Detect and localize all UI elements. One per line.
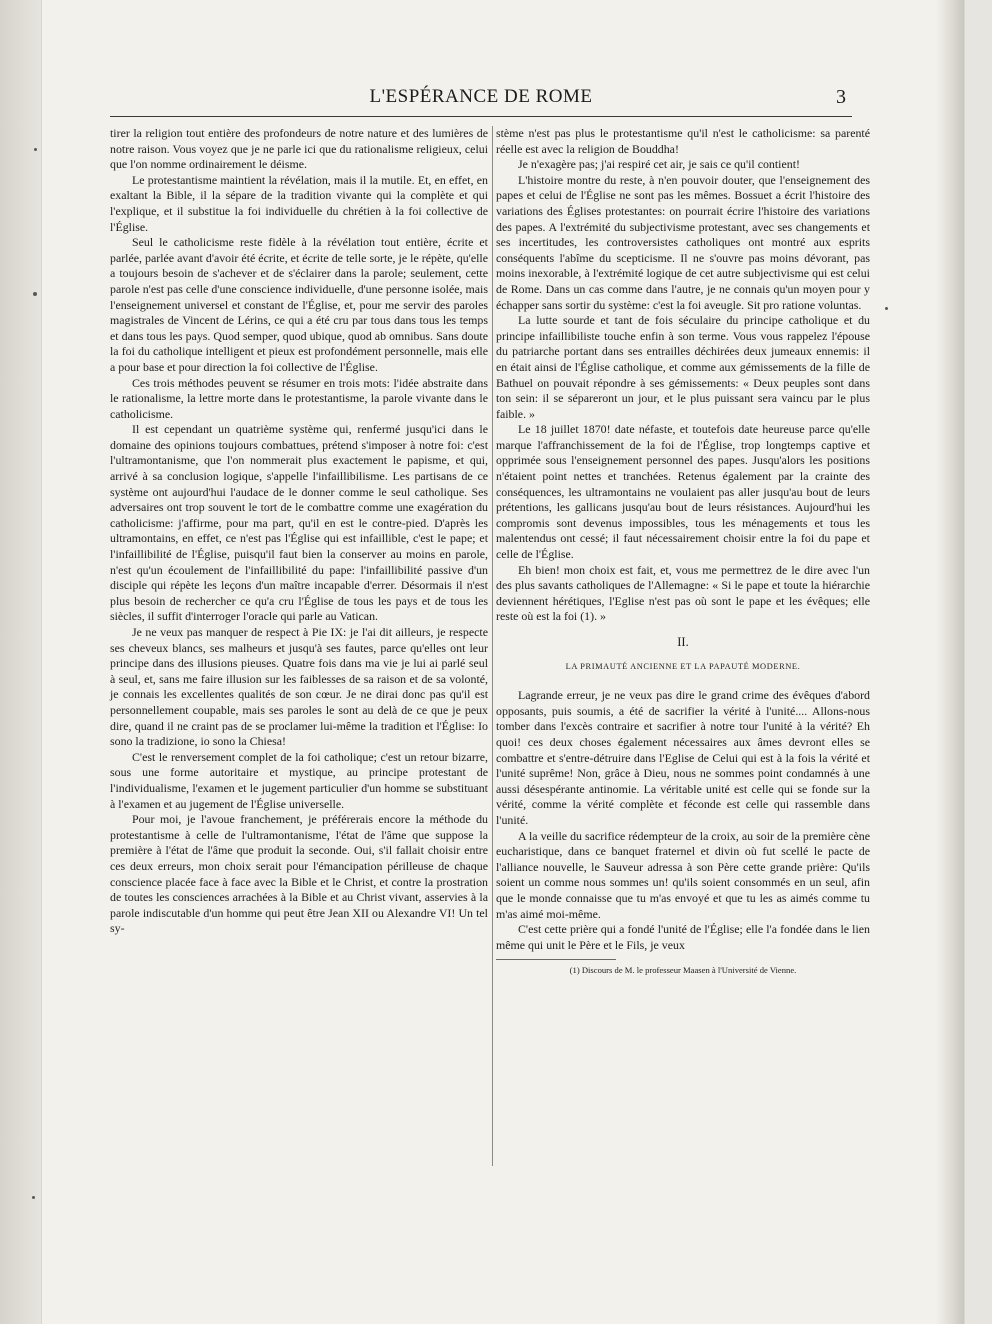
page-number: 3 <box>836 86 846 108</box>
paragraph: La lutte sourde et tant de fois séculaire du principe catholique et du principe infaillibiliste touche enfin à son terme. Vous vous rappelez l'épouse du patriarche portant dans ses entrailles déchirées deux jumeaux ennemis: il en était ainsi de l'Église catholique, et comme aux gémissements de la fille de Bathuel on pouvait répondre à ses gémissements: « Deux peuples sont dans ton sein: il se sépareront un jour, et le plus puissant sera vaincu par le plus faible. » <box>496 313 870 421</box>
running-title: L'ESPÉRANCE DE ROME <box>369 86 593 107</box>
paragraph: Je ne veux pas manquer de respect à Pie IX: je l'ai dit ailleurs, je respecte ses cheveux blancs, ses malheurs et jusqu'à ses fautes, parce qu'elles ont leur principe dans des illusions pieuses. Quatre fois dans ma vie je lui ai parlé seul à seul, et, sans me faire illusion sur les faiblesses de sa raison et de sa volonté, je connais les excellentes qualités de son cœur. Je ne dirai donc pas qu'il est personnellement coupable, mais ses paroles le sont au delà de ce que je peux dire, quand il ne craint pas de se proclamer lui-même la tradition et l'Église: Io sono la tradizione, io sono la Chiesa! <box>110 625 488 749</box>
paragraph: Je n'exagère pas; j'ai respiré cet air, je sais ce qu'il contient! <box>518 157 800 172</box>
scan-speck <box>32 1196 35 1199</box>
paragraph: Seul le catholicisme reste fidèle à la révélation tout entière, écrite et parlée, parlée avant d'avoir été écrite, et écrite de telle sorte, je le répète, qu'elle a toujours besoin de s'achever et de s'éclairer dans la parole; seulement, cette parole n'est pas celle d'une conscience individuelle, d'une personne isolée, mais l'enseignement universel et constant de l'Église, et, pour me servir des paroles magistrales de Vincent de Lérins, ce qui a été cru par tous dans tous les temps et dans tous les pays. Quod semper, quod ubique, quod ab omnibus. Sans doute la foi du catholique intelligent et pieux est profondément personnelle, mais elle a pour base et pour direction la foi collective de l'Église. <box>110 235 488 374</box>
page-fold-edge <box>936 0 964 1324</box>
scan-speck <box>34 148 37 151</box>
footnote: (1) Discours de M. le professeur Maasen à l'Université de Vienne. <box>569 965 797 976</box>
right-column <box>496 126 870 976</box>
paragraph: A la veille du sacrifice rédempteur de la croix, au soir de la première cène eucharistique, dans ce banquet fraternel et divin où fut scellé le pacte de l'alliance nouvelle, le Sauveur adressa à son Père cette grande prière: Qu'ils soient un comme nous sommes un! qu'ils soient consommés en un seul, afin que le monde connaisse que tu m'as envoyé et que tu les as aimés comme tu m'as aimé moi-même. <box>496 828 870 921</box>
paragraph: tirer la religion tout entière des profondeurs de notre nature et des lumières de notre raison. Vous voyez que je ne parle ici que du rationalisme religieux, celui que l'on nomme ordinairement le déisme. <box>110 126 488 172</box>
paragraph: Le protestantisme maintient la révélation, mais il la mutile. Et, en effet, en exaltant la Bible, il la sépare de la tradition vivante qui la complète et qui l'explique, et il substitue la foi individuelle du chrétien à la foi collective de l'Église. <box>110 172 488 234</box>
paragraph: stème n'est pas plus le protestantisme qu'il n'est le catholicisme: sa parenté réelle est avec la religion de Bouddha! <box>496 126 870 156</box>
paragraph: L'histoire montre du reste, à n'en pouvoir douter, que l'enseignement des papes et celui de l'Église ne sont pas les mêmes. Bossuet a écrit l'histoire des variations des Églises protestantes: on pourrait écrire l'histoire des variations des papes. A l'extrémité du subjectivisme protestant, avec ses changements et ses incertitudes, les controversistes catholiques ont montré aux esprits conséquents l'abîme du scepticisme. Il ne s'ouvre pas moins dévorant, pas moins inexorable, à l'extrémité logique de cet autre subjectivisme qui est celui de Rome. Dans un cas comme dans l'autre, je ne connais qu'un moyen pour y échapper sans sortir du système: c'est la foi aveugle. Sit pro ratione voluntas. <box>496 172 870 312</box>
paragraph: C'est le renversement complet de la foi catholique; c'est un retour bizarre, sous une forme autoritaire et mystique, au principe protestant de l'individualisme, l'examen et le jugement particulier d'un homme se substituant à l'examen et au jugement de l'Église universelle. <box>110 749 488 811</box>
scan-speck <box>33 292 37 296</box>
running-header <box>110 86 852 112</box>
header-rule <box>110 116 852 117</box>
paragraph: Il est cependant un quatrième système qui, renfermé jusqu'ici dans le domaine des opinions toujours combattues, prétend s'imposer à notre foi: c'est l'ultramontanisme, que l'on nommerait plus exactement le papisme, et qui, arrivé à sa conclusion logique, s'appelle l'infaillibilisme. Les partisans de ce système ont aujourd'hui l'audace de le donner comme le seul catholique. Ses adversaires ont trop souvent le tort de le combattre comme une exagération du catholicisme: j'affirme, pour ma part, qu'il en est le contre-pied. D'après les ultramontains, en effet, ce n'est pas l'Église qui est infaillible, c'est le pape; et l'infaillibilité de l'Église, puisqu'il faut bien la conserver au moins en parole, n'est qu'un écoulement de l'infaillibilité du pape: l'infaillibilité passive d'un disciple qui répète les leçons d'un maître incapable d'errer. Désormais il n'est plus besoin de rechercher ce qu'a cru l'Église de tous les pays et de tous les siècles, il suffit d'interroger l'oracle qui parle au Vatican. <box>110 422 488 624</box>
section-number: II. <box>677 635 689 649</box>
left-column <box>110 126 488 937</box>
paragraph: Ces trois méthodes peuvent se résumer en trois mots: l'idée abstraite dans le rationalisme, la lettre morte dans le protestantisme, la parole vivante dans le catholicisme. <box>110 375 488 421</box>
paragraph: Lagrande erreur, je ne veux pas dire le grand crime des évêques d'abord opposants, puis soumis, a été de sacrifier la vérité à l'unité.... Allons-nous tomber dans l'excès contraire et sacrifier à notre tour l'unité à la vérité? Eh quoi! ces deux choses également nécessaires aux âmes devront elles se combattre et s'entre-détruire dans l'Eglise de Celui qui est à la fois la vérité et l'unité suprême! Non, grâce à Dieu, nous ne sommes point condamnés à une aussi désespérante antinomie. La véritable unité est celle qui se fonde sur la vérité, comme la vérité complète et féconde est celle qui rassemble dans l'unité. <box>496 688 870 827</box>
scan-left-edge <box>0 0 42 1324</box>
paragraph: Le 18 juillet 1870! date néfaste, et toutefois date heureuse parce qu'elle marque l'affranchissement de la foi de l'Église, trop longtemps captive et opprimée sous l'enseignement personnel des papes. Jusqu'alors les positions n'étaient point nettes et tranchées. Retenus également par la crainte des conséquences, les ultramontains ne voulaient pas aller jusqu'au bout de leurs prétentions, les gallicans jusqu'au bout de leurs résistances. Aujourd'hui les compromis sont devenus impossibles, tous les ménagements et tous les malentendus ont cessé; il faut nécessairement choisir entre la foi du pape et celle de l'Église. <box>496 422 870 562</box>
scan-speck <box>885 307 888 310</box>
column-divider <box>492 126 493 1166</box>
section-title: LA PRIMAUTÉ ANCIENNE ET LA PAPAUTÉ MODERNE. <box>565 661 801 671</box>
paragraph: Pour moi, je l'avoue franchement, je préférerais encore la méthode du protestantisme à celle de l'ultramontanisme, l'état de l'âme que suppose la première à l'état de l'âme que produit la seconde. Oui, s'il fallait choisir entre ces deux erreurs, mon choix serait pour l'émancipation périlleuse de chaque conscience placée face à face avec la Bible et le Christ, et contre la prostration de toutes les consciences arrachées à la Bible et au Christ vivant, asservies à la parole indiscutable d'un homme qui peut être Jean XII ou Alexandre VI! Un tel sy- <box>110 812 488 936</box>
paragraph: C'est cette prière qui a fondé l'unité de l'Église; elle l'a fondée dans le lien même qui unit le Père et le Fils, je veux <box>496 922 870 952</box>
paragraph: Eh bien! mon choix est fait, et, vous me permettrez de le dire avec l'un des plus savants catholiques de l'Allemagne: « Si le pape et toute la hiérarchie deviennent hérétiques, l'Eglise n'est pas où sont le pape et les évêques; elle reste où est la foi (1). » <box>496 562 870 624</box>
footnote-rule <box>496 959 616 960</box>
